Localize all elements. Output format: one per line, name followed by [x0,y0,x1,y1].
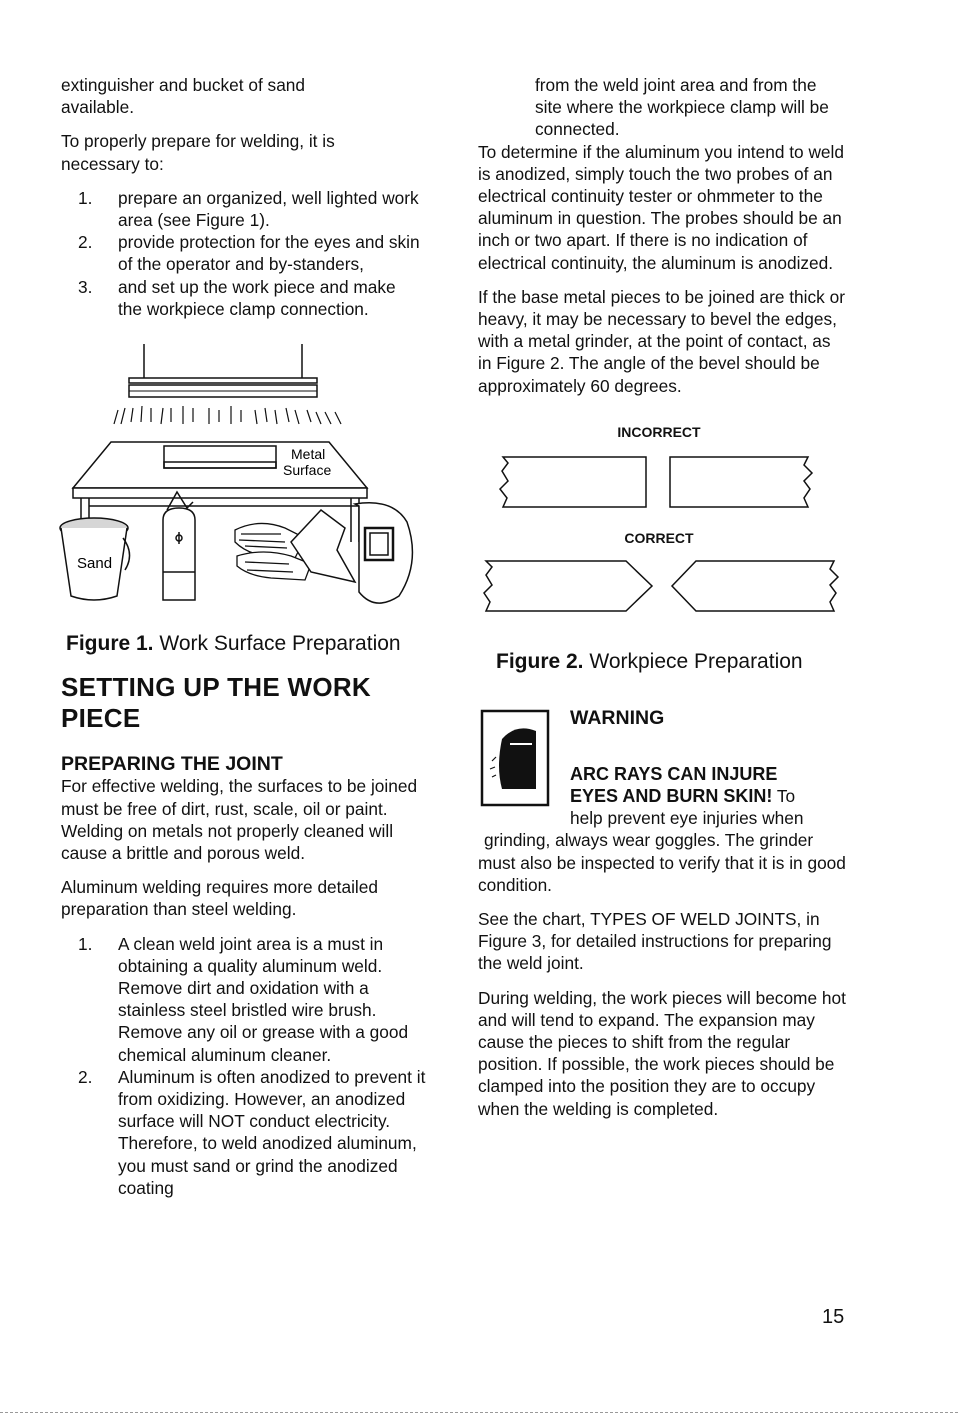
warning-strong-line-1: ARC RAYS CAN INJURE [570,764,778,785]
fire-extinguisher-icon [163,492,195,600]
figure-1 [59,342,441,655]
correct-joint-diagram [478,555,840,617]
intro-line-1: extinguisher and bucket of sand [61,75,306,95]
continued-text: from the weld joint area and from the site where the workpiece clamp will be connected. [535,75,829,140]
metal-label: Metal [291,446,326,463]
light-rays-icon [114,406,341,424]
aluminum-paragraph: Aluminum welding requires more detailed preparation than steel welding. [61,877,378,920]
list-item: 2. Aluminum is often anodized to prevent it from oxidizing. However, an anodized surface will NOT conduct electricity. Therefore, to weld anodized aluminum, you must sand or grind the anodized coating [78,1066,426,1198]
prep-list [61,187,421,320]
prep-intro: To properly prepare for welding, it is necessary to: [61,131,335,174]
warning-text-line-3: help prevent eye injuries when [570,808,804,829]
sand-label: Sand [77,555,113,573]
figure-1-label: Figure 1. [66,632,154,656]
light-fixture-icon [129,344,317,397]
figure-2-caption-text: Workpiece Preparation [589,650,803,674]
work-surface-illustration [59,342,429,612]
page-bottom-edge [0,1412,958,1413]
warning-title: WARNING [570,707,665,730]
figure-1-caption [66,633,441,655]
surface-label: Surface [283,462,332,479]
left-column [61,74,441,1211]
list-item: 3. and set up the work piece and make the workpiece clamp connection. [78,276,396,319]
bevel-paragraph: If the base metal pieces to be joined are thick or heavy, it may be necessary to bevel the edges, with a metal grinder, at the point of contact, as in Figure 2. The angle of the bevel should be approximately 60 degrees. [478,286,845,396]
list-item: 1. A clean weld joint area is a must in obtaining a quality aluminum weld. Remove dirt and oxidation with a stainless steel bristled wire brush. Remove any oil or grease with a good chemical aluminum cleaner. [78,933,409,1065]
list-item: 1. prepare an organized, well lighted work area (see Figure 1). [78,187,419,231]
anodized-paragraph: To determine if the aluminum you intend to weld is anodized, simply touch the two probes of an electrical continuity tester or ohmmeter to the aluminum in question. The probes should be an inch or two apart. If there is no indication of electrical continuity, the aluminum is anodized. [478,141,844,273]
figure-2-caption [496,651,848,673]
warning-strong-line-2: EYES AND BURN SKIN! To [570,786,796,807]
section-title: SETTING UP THE WORK PIECE [61,672,372,734]
face-shield-icon [480,707,552,807]
page-number: 15 [822,1306,845,1328]
correct-label: CORRECT [624,530,694,547]
chart-paragraph: See the chart, TYPES OF WELD JOINTS, in Figure 3, for detailed instructions for preparing the weld joint. [478,909,832,974]
incorrect-joint-diagram [478,451,840,513]
incorrect-label: INCORRECT [617,423,701,440]
figure-2 [478,421,848,674]
expansion-paragraph: During welding, the work pieces will become hot and will tend to expand. The expansion may cause the pieces to shift from the regular position. If possible, the work pieces should be clamped into the position they are to occupy when the welding is completed. [478,987,846,1119]
aluminum-list [61,933,431,1199]
intro-line-2: available. [61,97,135,118]
right-column [478,74,848,1132]
list-item: 2. provide protection for the eyes and skin of the operator and by-standers, [78,232,420,275]
subsection-title: PREPARING THE JOINT [61,753,283,776]
intro-text [61,74,441,118]
figure-1-caption-text: Work Surface Preparation [159,632,401,656]
warning-block [478,707,848,829]
warning-text: grinding, always wear goggles. The grinder must also be inspected to verify that it is in good condition. [478,830,846,895]
joint-paragraph: For effective welding, the surfaces to be joined must be free of dirt, rust, scale, oil or paint. Welding on metals not properly cleaned will cause a brittle and porous weld. [61,776,418,864]
figure-2-label: Figure 2. [496,650,584,674]
